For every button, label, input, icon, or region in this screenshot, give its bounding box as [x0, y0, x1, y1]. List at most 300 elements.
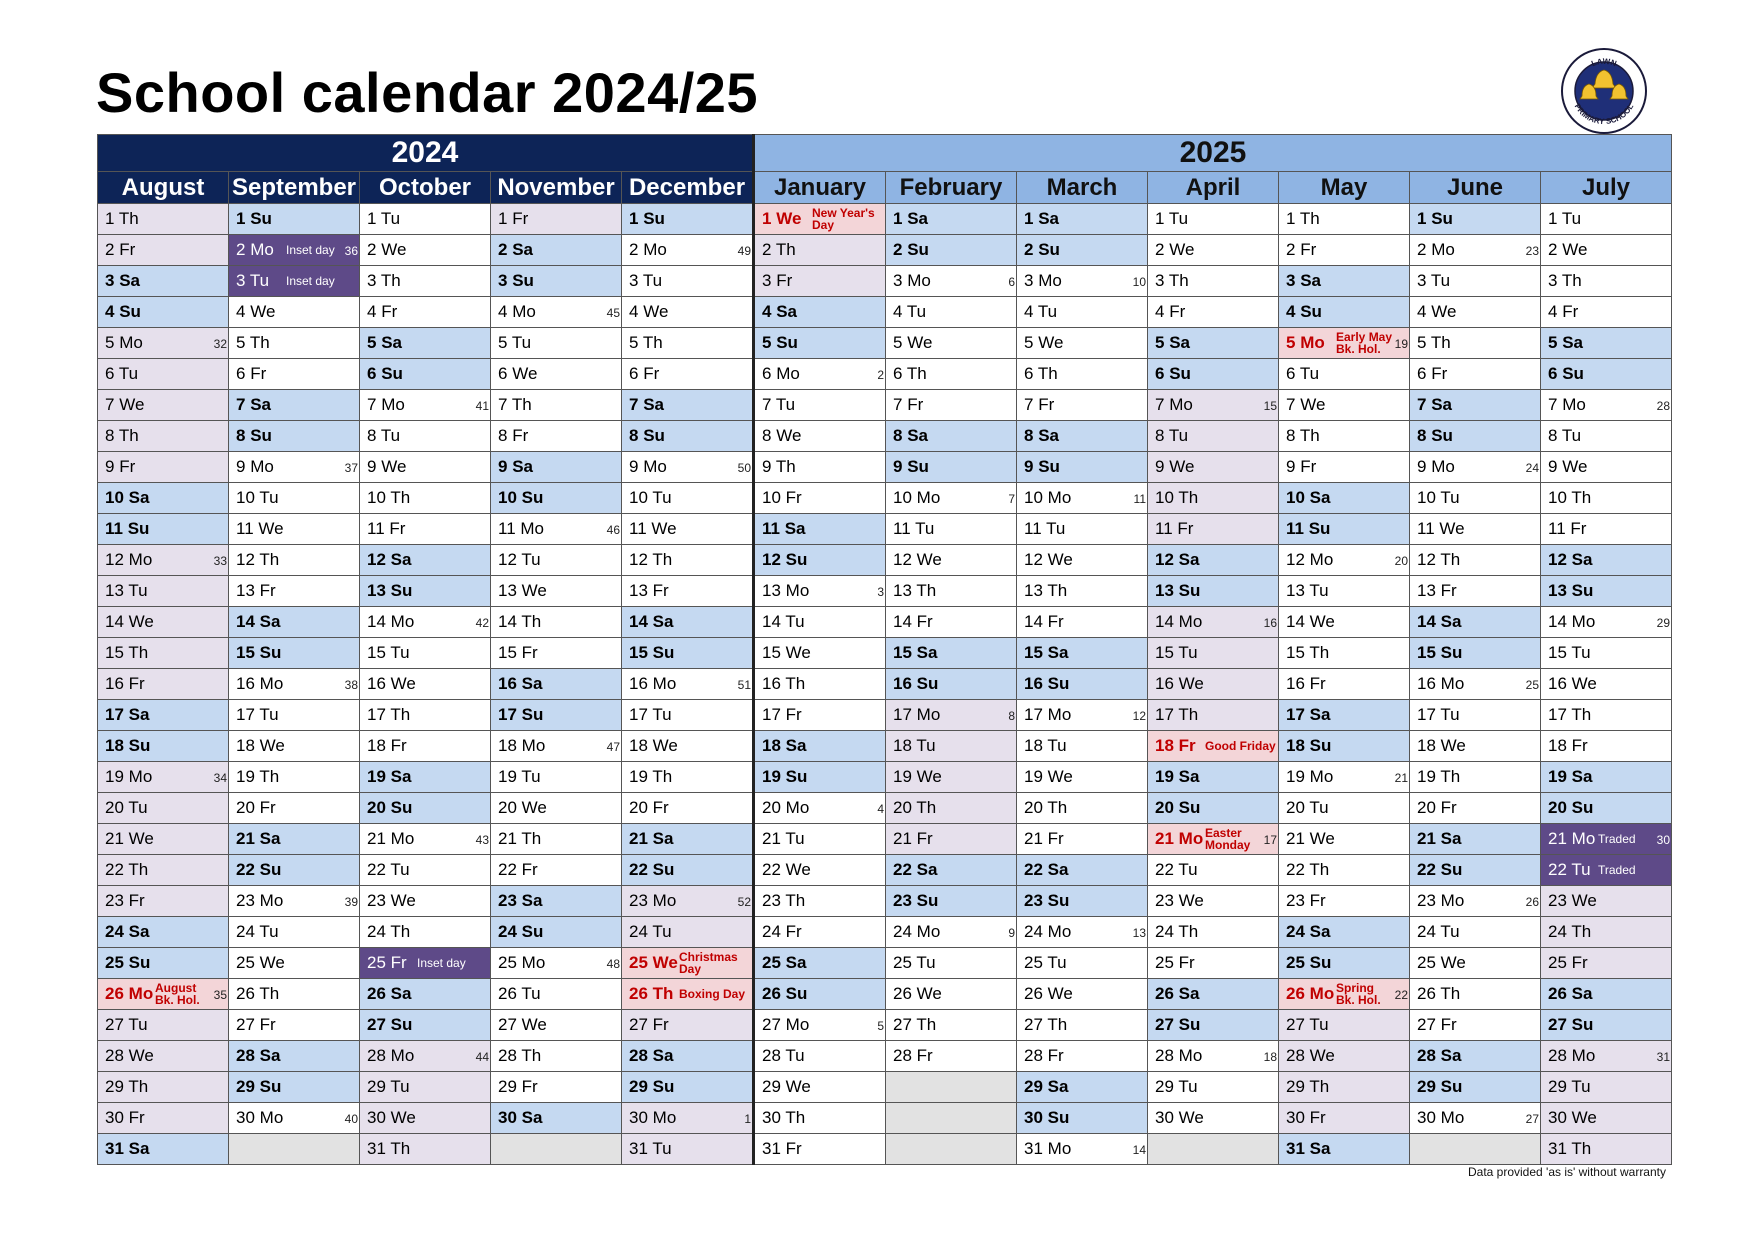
- weekday: Fr: [512, 426, 529, 445]
- weekday: Sa: [512, 457, 533, 476]
- week-number: 5: [877, 1019, 884, 1033]
- calendar-body: [98, 204, 1672, 1165]
- day-cell: [1410, 607, 1541, 638]
- day-number: 22: [1155, 860, 1174, 879]
- day-number: 6: [1286, 364, 1296, 383]
- day-label: [236, 1015, 276, 1035]
- weekday: Sa: [1571, 550, 1593, 569]
- weekday: We: [390, 674, 416, 693]
- day-label: [1417, 705, 1460, 725]
- day-number: 15: [236, 643, 255, 662]
- day-label: [1155, 240, 1194, 260]
- day-cell: [98, 297, 229, 328]
- day-label: [1286, 922, 1330, 942]
- day-cell: [1279, 638, 1410, 669]
- day-number: 5: [367, 333, 377, 352]
- day-cell: [1148, 1103, 1279, 1134]
- day-cell: [622, 824, 754, 855]
- day-number: 26: [1548, 984, 1567, 1003]
- day-label: [893, 984, 942, 1004]
- weekday: Fr: [1562, 302, 1579, 321]
- weekday: We: [1169, 457, 1195, 476]
- weekday: Mo: [916, 705, 941, 724]
- day-row: [98, 1103, 1672, 1134]
- day-cell: [1017, 979, 1148, 1010]
- day-number: 23: [629, 891, 648, 910]
- day-number: 18: [1155, 736, 1174, 755]
- weekday: Th: [1309, 860, 1330, 879]
- day-label: [367, 457, 406, 477]
- day-label: [893, 333, 932, 353]
- week-number: 24: [1525, 461, 1539, 475]
- weekday: We: [521, 798, 547, 817]
- day-label: [498, 581, 547, 601]
- day-cell: [491, 1041, 622, 1072]
- day-number: 17: [367, 705, 386, 724]
- weekday: Su: [521, 705, 544, 724]
- weekday: Su: [916, 674, 939, 693]
- day-label: [1155, 1015, 1200, 1035]
- day-label: [367, 1139, 410, 1159]
- weekday: We: [785, 1077, 811, 1096]
- weekday: Su: [1038, 240, 1060, 259]
- weekday: Sa: [128, 705, 150, 724]
- day-cell: [360, 886, 491, 917]
- day-row: [98, 204, 1672, 235]
- weekday: We: [1309, 612, 1335, 631]
- day-label: [629, 550, 672, 570]
- day-number: 1: [236, 209, 246, 228]
- weekday: Mo: [1178, 1046, 1203, 1065]
- weekday: Su: [250, 209, 272, 228]
- day-cell: [1017, 328, 1148, 359]
- week-number: 18: [1263, 1050, 1277, 1064]
- day-number: 25: [893, 953, 912, 972]
- day-number: 13: [1155, 581, 1174, 600]
- day-cell: [886, 359, 1017, 390]
- week-number: 44: [475, 1050, 489, 1064]
- weekday: Su: [643, 426, 665, 445]
- weekday: Fr: [916, 829, 933, 848]
- day-label: [762, 550, 807, 570]
- weekday: Tu: [1440, 705, 1460, 724]
- day-number: 8: [236, 426, 246, 445]
- calendar-grid: [97, 134, 1672, 1165]
- day-cell: [1279, 204, 1410, 235]
- weekday: Tu: [521, 767, 541, 786]
- day-cell: [229, 700, 360, 731]
- day-cell: [98, 204, 229, 235]
- day-number: 29: [1286, 1077, 1305, 1096]
- day-number: 16: [762, 674, 781, 693]
- day-cell: [229, 421, 360, 452]
- day-cell: [98, 948, 229, 979]
- day-number: 24: [893, 922, 912, 941]
- day-label: [1286, 550, 1333, 570]
- day-number: 21: [629, 829, 648, 848]
- day-cell: [229, 855, 360, 886]
- day-number: 15: [498, 643, 517, 662]
- day-label: [1548, 488, 1591, 508]
- day-cell: [754, 1103, 886, 1134]
- day-label: [105, 519, 149, 539]
- day-label: [105, 736, 150, 756]
- day-label: [236, 767, 279, 787]
- day-number: 15: [1024, 643, 1043, 662]
- day-label: [1286, 581, 1329, 601]
- disclaimer: Data provided 'as is' without warranty: [1467, 1165, 1666, 1179]
- day-number: 30: [236, 1108, 255, 1127]
- day-number: 9: [498, 457, 508, 476]
- week-number: 33: [213, 554, 227, 568]
- weekday: Mo: [1309, 550, 1334, 569]
- weekday: Fr: [1178, 953, 1195, 972]
- day-cell: [1017, 204, 1148, 235]
- day-cell: [1017, 731, 1148, 762]
- day-note: Traded: [1598, 832, 1636, 846]
- week-number: 42: [475, 616, 489, 630]
- day-cell: [229, 576, 360, 607]
- day-number: 27: [1286, 1015, 1305, 1034]
- day-number: 21: [1155, 829, 1174, 848]
- day-number: 18: [1417, 736, 1436, 755]
- day-label: [1548, 333, 1583, 353]
- day-number: 29: [1417, 1077, 1436, 1096]
- day-cell: [491, 576, 622, 607]
- day-label: [367, 860, 410, 880]
- day-cell: [491, 297, 622, 328]
- day-cell: [622, 886, 754, 917]
- week-number: 27: [1525, 1112, 1539, 1126]
- day-number: 26: [893, 984, 912, 1003]
- day-number: 8: [105, 426, 115, 445]
- weekday: We: [916, 767, 942, 786]
- day-label: [762, 767, 807, 787]
- day-number: 30: [498, 1108, 517, 1127]
- weekday: We: [651, 519, 677, 538]
- weekday: Mo: [1571, 612, 1596, 631]
- day-number: 6: [893, 364, 903, 383]
- day-number: 4: [105, 302, 115, 321]
- day-cell: [1279, 948, 1410, 979]
- day-cell: [622, 762, 754, 793]
- week-number: 16: [1263, 616, 1277, 630]
- weekday: Su: [1571, 798, 1594, 817]
- day-label: [893, 581, 936, 601]
- day-number: 21: [236, 829, 255, 848]
- weekday: Su: [785, 550, 808, 569]
- day-cell: [1410, 204, 1541, 235]
- day-number: 27: [893, 1015, 912, 1034]
- day-number: 5: [762, 333, 772, 352]
- day-cell: [98, 669, 229, 700]
- day-number: 3: [498, 271, 508, 290]
- day-number: 27: [498, 1015, 517, 1034]
- day-number: 19: [1417, 767, 1436, 786]
- day-number: 21: [1024, 829, 1043, 848]
- day-label: [1417, 426, 1453, 446]
- weekday: Fr: [1309, 891, 1326, 910]
- day-cell: [1541, 483, 1672, 514]
- day-cell: [1410, 514, 1541, 545]
- weekday: Sa: [1571, 984, 1593, 1003]
- day-number: 12: [893, 550, 912, 569]
- day-cell: [491, 390, 622, 421]
- week-number: 7: [1008, 492, 1015, 506]
- day-cell: [754, 669, 886, 700]
- day-cell: [754, 328, 886, 359]
- weekday: We: [652, 736, 678, 755]
- day-cell: [1148, 1041, 1279, 1072]
- day-cell: [1410, 452, 1541, 483]
- day-number: 21: [893, 829, 912, 848]
- day-cell: [1541, 390, 1672, 421]
- day-number: 25: [498, 953, 517, 972]
- week-number: 4: [877, 802, 884, 816]
- day-cell: [1148, 793, 1279, 824]
- week-number: 1: [744, 1112, 751, 1126]
- day-number: 26: [236, 984, 255, 1003]
- day-label: [498, 922, 543, 942]
- day-number: 14: [1155, 612, 1174, 631]
- week-number: 29: [1656, 616, 1670, 630]
- weekday: Mo: [776, 364, 800, 383]
- day-label: [1417, 240, 1455, 260]
- weekday: Mo: [643, 240, 667, 259]
- week-number: 47: [606, 740, 620, 754]
- day-cell: [1148, 1072, 1279, 1103]
- weekday: Tu: [390, 860, 410, 879]
- day-label: [1024, 209, 1059, 229]
- weekday: We: [916, 550, 942, 569]
- weekday: Tu: [128, 798, 148, 817]
- day-cell: [886, 483, 1017, 514]
- weekday: Su: [1047, 1108, 1070, 1127]
- day-note: Day: [679, 962, 702, 976]
- day-label: [1286, 364, 1319, 384]
- day-cell: [886, 328, 1017, 359]
- weekday: We: [390, 891, 416, 910]
- day-number: 18: [1024, 736, 1043, 755]
- day-cell: [1148, 235, 1279, 266]
- weekday: Su: [643, 209, 665, 228]
- day-number: 13: [1417, 581, 1436, 600]
- weekday: Tu: [521, 550, 541, 569]
- day-number: 19: [762, 767, 781, 786]
- day-cell: [1410, 793, 1541, 824]
- day-number: 15: [367, 643, 386, 662]
- day-number: 16: [1286, 674, 1305, 693]
- day-number: 14: [1286, 612, 1305, 631]
- day-cell: [1541, 576, 1672, 607]
- day-cell: [360, 576, 491, 607]
- day-label: [1024, 736, 1067, 756]
- day-cell: [1541, 545, 1672, 576]
- day-label: [1417, 1015, 1457, 1035]
- day-number: 9: [629, 457, 639, 476]
- day-number: 8: [1417, 426, 1427, 445]
- day-label: [105, 705, 149, 725]
- day-cell: [1279, 1041, 1410, 1072]
- day-cell: [886, 297, 1017, 328]
- day-label: [105, 426, 139, 446]
- day-cell: [1410, 638, 1541, 669]
- weekday: Su: [1308, 519, 1331, 538]
- day-label: [629, 519, 677, 539]
- day-number: 29: [105, 1077, 124, 1096]
- day-label: [762, 395, 795, 415]
- day-cell: [754, 917, 886, 948]
- day-label: [1548, 643, 1591, 663]
- weekday: Th: [642, 333, 663, 352]
- day-number: 20: [498, 798, 517, 817]
- day-number: 20: [1024, 798, 1043, 817]
- day-label: [367, 1015, 412, 1035]
- day-label: [1155, 550, 1199, 570]
- day-number: 1: [367, 209, 377, 228]
- day-number: 6: [629, 364, 639, 383]
- day-number: 31: [1024, 1139, 1043, 1158]
- day-cell: [622, 917, 754, 948]
- day-number: 14: [1417, 612, 1436, 631]
- day-cell: [1541, 731, 1672, 762]
- day-cell: [1541, 762, 1672, 793]
- day-cell: [1279, 390, 1410, 421]
- weekday: We: [916, 984, 942, 1003]
- weekday: Sa: [521, 891, 543, 910]
- day-row: [98, 328, 1672, 359]
- day-label: [629, 891, 676, 911]
- weekday: Fr: [119, 457, 136, 476]
- day-number: 18: [236, 736, 255, 755]
- weekday: We: [1178, 891, 1204, 910]
- weekday: We: [1038, 333, 1064, 352]
- day-number: 17: [498, 705, 517, 724]
- day-number: 9: [762, 457, 772, 476]
- day-number: 6: [762, 364, 772, 383]
- day-cell: [98, 390, 229, 421]
- day-cell: [1017, 514, 1148, 545]
- day-label: [498, 953, 545, 973]
- day-label: [1548, 395, 1586, 415]
- week-number: 17: [1263, 833, 1277, 847]
- day-number: 7: [367, 395, 377, 414]
- day-number: 22: [236, 860, 255, 879]
- day-label: [105, 984, 153, 1004]
- day-label: [762, 364, 800, 384]
- day-cell: [1410, 669, 1541, 700]
- day-number: 15: [1417, 643, 1436, 662]
- day-label: [498, 1077, 538, 1097]
- weekday: Th: [128, 860, 149, 879]
- day-cell: [98, 762, 229, 793]
- day-number: 12: [105, 550, 124, 569]
- day-label: [498, 612, 541, 632]
- weekday: Fr: [1571, 953, 1588, 972]
- day-label: [236, 426, 272, 446]
- weekday: Fr: [1571, 736, 1588, 755]
- weekday: Mo: [907, 271, 931, 290]
- day-label: [1155, 953, 1195, 973]
- day-number: 15: [105, 643, 124, 662]
- day-label: [762, 860, 811, 880]
- day-cell: [1279, 235, 1410, 266]
- weekday: Tu: [128, 1015, 148, 1034]
- weekday: Tu: [259, 705, 279, 724]
- day-label: [367, 364, 403, 384]
- day-label: [1286, 333, 1325, 353]
- day-cell: [229, 979, 360, 1010]
- day-cell: [229, 266, 360, 297]
- day-label: [1548, 674, 1597, 694]
- day-cell: [98, 483, 229, 514]
- day-number: 25: [1286, 953, 1305, 972]
- weekday: Mo: [785, 798, 810, 817]
- weekday: Su: [907, 240, 929, 259]
- day-label: [367, 240, 406, 260]
- day-row: [98, 793, 1672, 824]
- day-number: 8: [893, 426, 903, 445]
- day-cell: [98, 886, 229, 917]
- weekday: Sa: [390, 550, 412, 569]
- month-header-december: December: [622, 172, 754, 204]
- day-cell: [1410, 1072, 1541, 1103]
- weekday: Fr: [521, 860, 538, 879]
- day-number: 14: [236, 612, 255, 631]
- weekday: Fr: [1570, 519, 1587, 538]
- day-number: 31: [1286, 1139, 1305, 1158]
- weekday: Th: [916, 798, 937, 817]
- day-number: 10: [367, 488, 386, 507]
- day-label: [105, 829, 154, 849]
- weekday: Sa: [521, 1108, 543, 1127]
- day-label: [105, 1046, 154, 1066]
- day-number: 16: [1548, 674, 1567, 693]
- day-number: 26: [1286, 984, 1305, 1003]
- weekday: We: [1571, 674, 1597, 693]
- day-number: 19: [498, 767, 517, 786]
- weekday: Fr: [785, 922, 802, 941]
- day-row: [98, 514, 1672, 545]
- day-label: [367, 705, 410, 725]
- day-number: 31: [629, 1139, 648, 1158]
- day-label: [1548, 1046, 1595, 1066]
- day-label: [105, 1139, 149, 1159]
- day-cell: [1017, 1103, 1148, 1134]
- weekday: Fr: [1047, 612, 1064, 631]
- day-label: [367, 209, 400, 229]
- day-label: [1548, 519, 1586, 539]
- day-cell: [622, 793, 754, 824]
- day-label: [1286, 1077, 1329, 1097]
- day-cell: [886, 607, 1017, 638]
- weekday: Mo: [259, 674, 284, 693]
- day-cell: [622, 235, 754, 266]
- day-label: [1286, 860, 1329, 880]
- week-number: 6: [1008, 275, 1015, 289]
- day-number: 11: [236, 519, 254, 538]
- day-number: 20: [762, 798, 781, 817]
- day-number: 14: [893, 612, 912, 631]
- day-cell: [229, 514, 360, 545]
- day-label: [105, 302, 141, 322]
- day-label: [1548, 457, 1587, 477]
- day-number: 29: [762, 1077, 781, 1096]
- day-label: [629, 1015, 669, 1035]
- day-label: [762, 798, 809, 818]
- day-cell: [491, 855, 622, 886]
- day-number: 10: [105, 488, 124, 507]
